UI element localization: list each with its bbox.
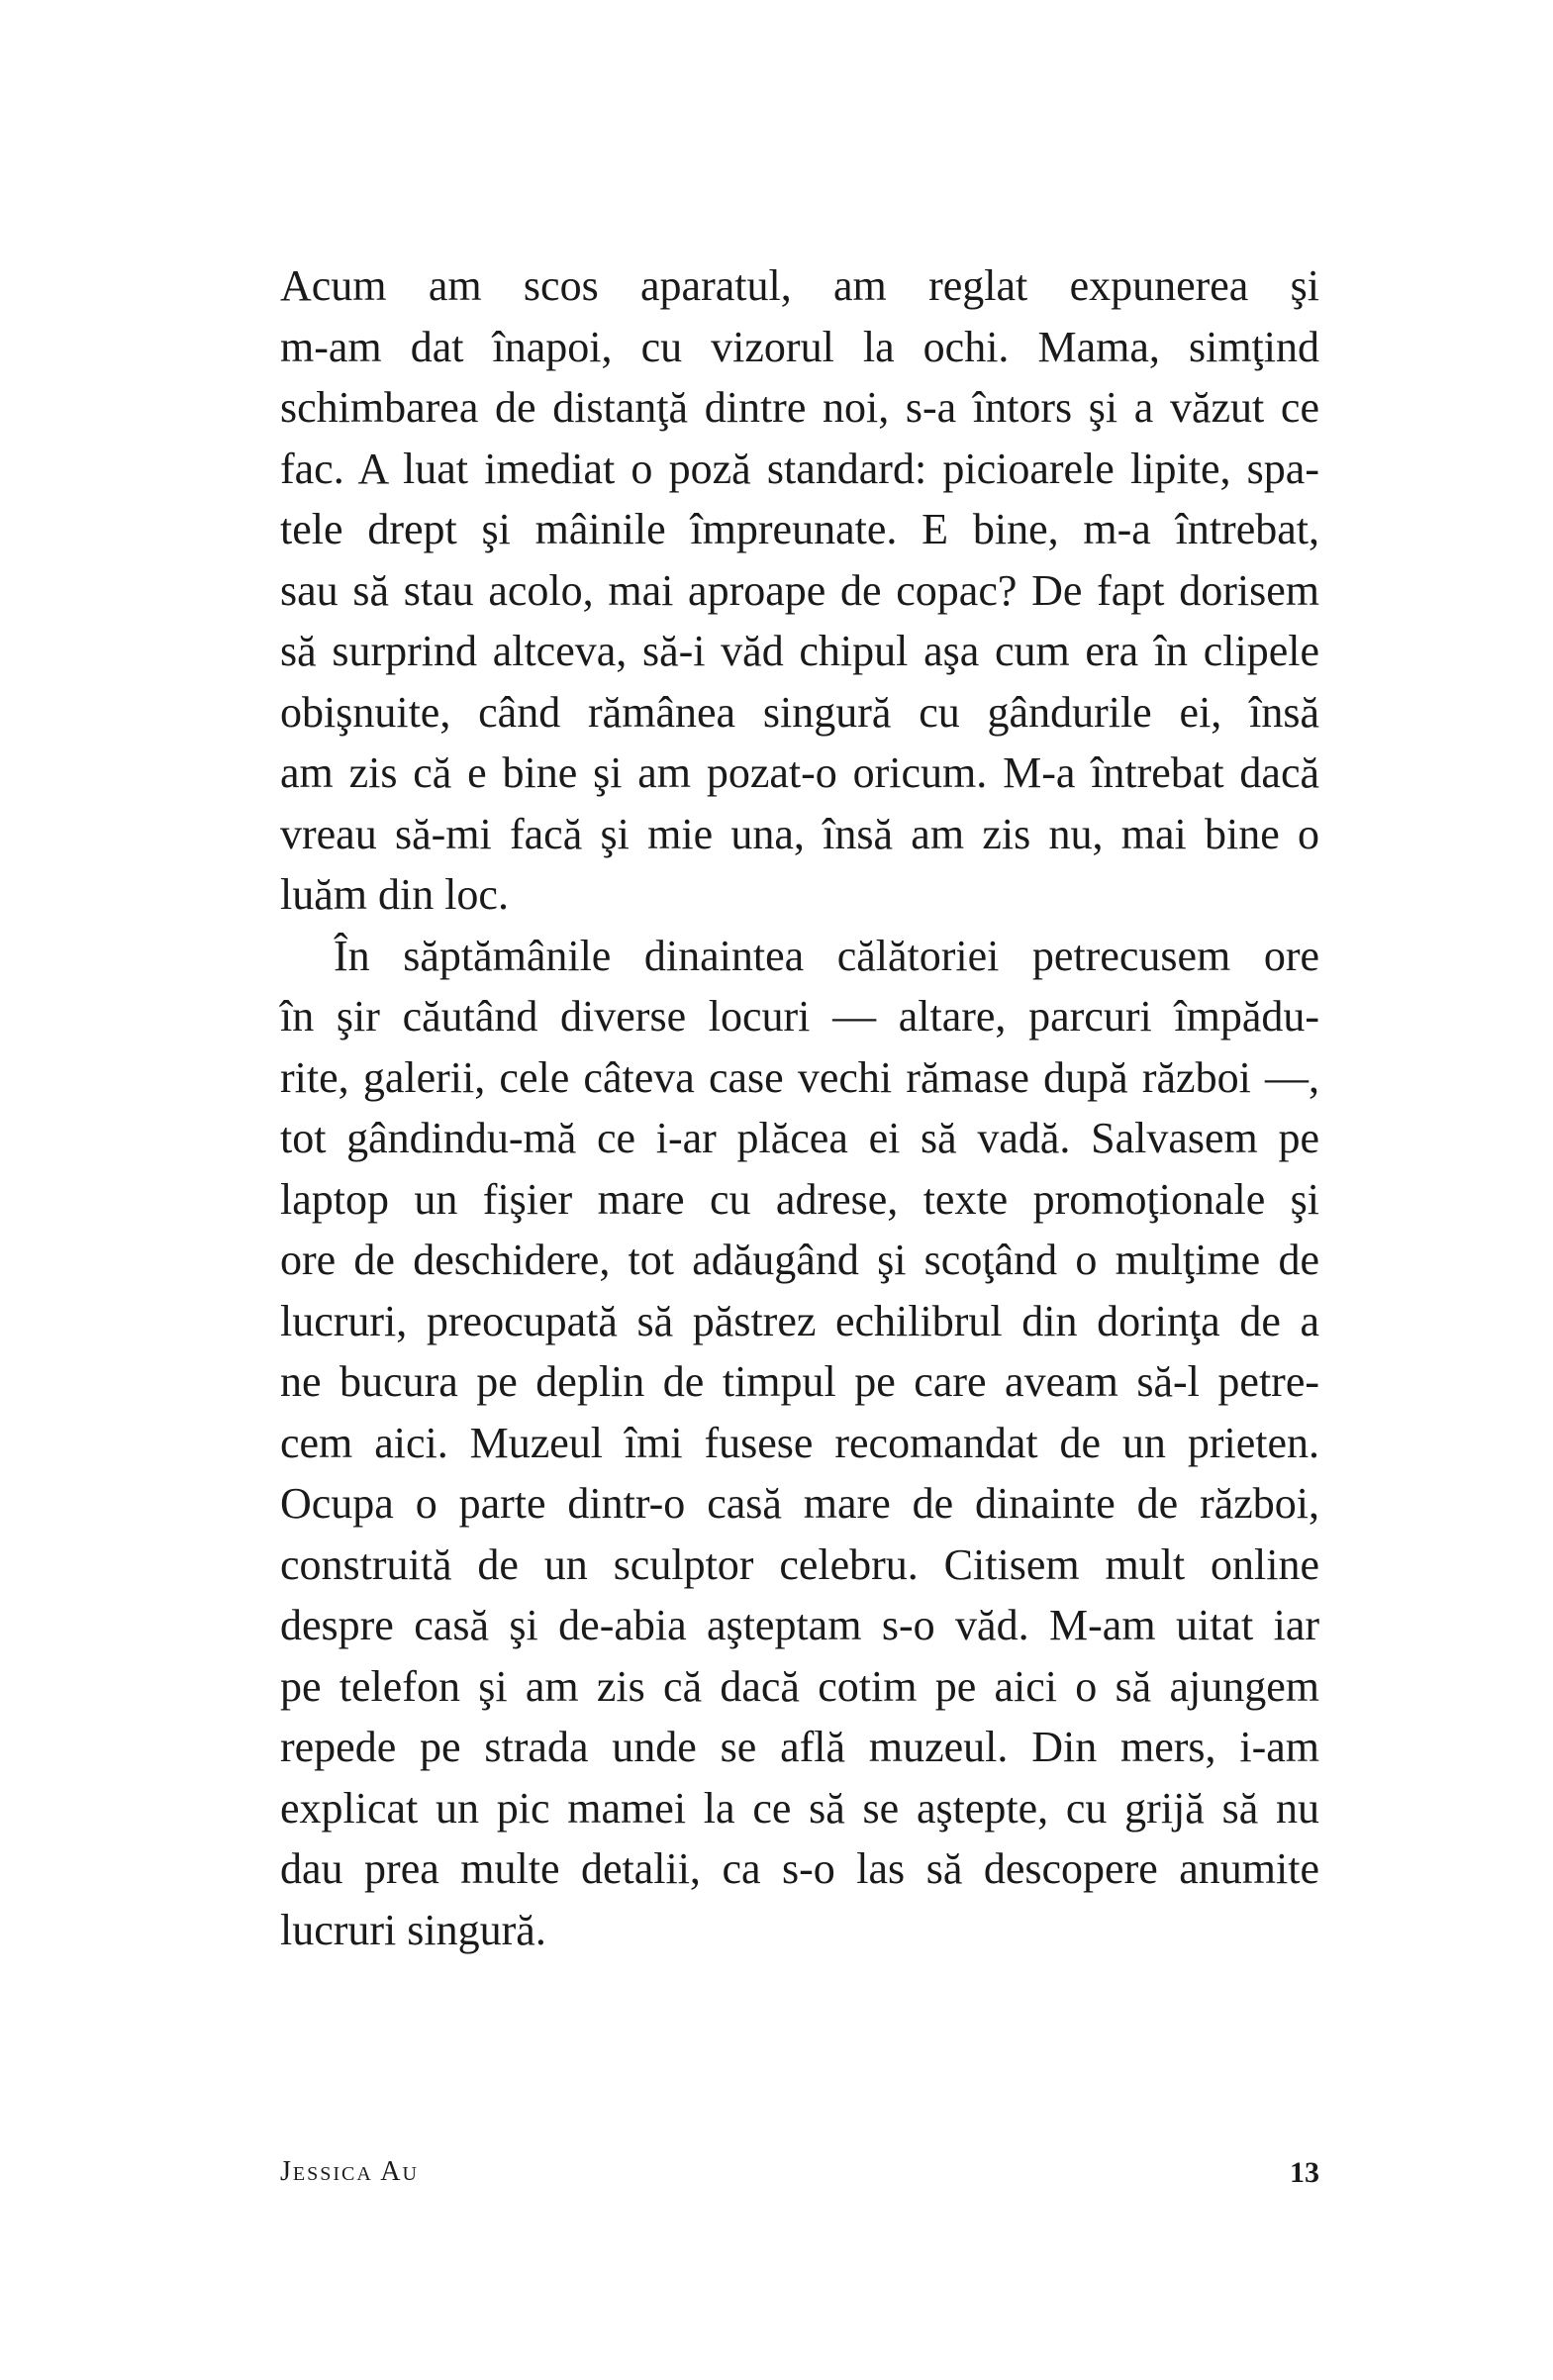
text-line: laptop un fişier mare cu adrese, texte promoţionale şi: [280, 1174, 1319, 1224]
paragraph: [280, 926, 1319, 1961]
text-line: Ocupa o parte dintr-o casă mare de dinainte de război,: [280, 1479, 1319, 1528]
text-line: tot gândindu-mă ce i-ar plăcea ei să vadă. Salvasem pe: [280, 1114, 1319, 1162]
text-line: ore de deschidere, tot adăugând şi scoţând o mulţime de: [280, 1236, 1319, 1284]
text-line: fac. A luat imediat o poză standard: picioarele lipite, spa-: [280, 444, 1319, 493]
text-line: În săptămânile dinaintea călătoriei petrecusem ore: [334, 931, 1319, 980]
text-line: despre casă şi de-abia aşteptam s-o văd. M-am uitat iar: [280, 1601, 1319, 1649]
text-line: tele drept şi mâinile împreunate. E bine, m-a întrebat,: [280, 505, 1319, 553]
text-line: obişnuite, când rămânea singură cu gândurile ei, însă: [280, 687, 1319, 737]
text-line: să surprind altceva, să-i văd chipul aşa cum era în clipele: [280, 627, 1319, 675]
text-line: am zis că e bine şi am pozat-o oricum. M-a întrebat dacă: [280, 748, 1319, 797]
text-line: dau prea multe detalii, ca s-o las să descopere anumite: [280, 1844, 1319, 1893]
text-line: m-am dat înapoi, cu vizorul la ochi. Mama, simţind: [280, 322, 1319, 371]
paragraph: [280, 255, 1319, 926]
text-line: vreau să-mi facă şi mie una, însă am zis nu, mai bine o: [280, 809, 1319, 858]
text-line: explicat un pic mamei la ce să se aştepte, cu grijă să nu: [280, 1783, 1319, 1833]
text-line: lucruri singură.: [280, 1905, 546, 1954]
footer-author: Jessica Au: [280, 2156, 419, 2187]
text-line: rite, galerii, cele câteva case vechi rămase după război —,: [280, 1052, 1319, 1102]
text-line: schimbarea de distanţă dintre noi, s-a întors şi a văzut ce: [280, 383, 1319, 432]
text-line: în şir căutând diverse locuri — altare, parcuri împădu-: [280, 992, 1319, 1041]
text-line: repede pe strada unde se află muzeul. Din mers, i-am: [280, 1723, 1319, 1771]
text-line: pe telefon şi am zis că dacă cotim pe aici o să ajungem: [280, 1661, 1319, 1711]
page-number: 13: [1290, 2156, 1319, 2189]
text-line: sau să stau acolo, mai aproape de copac? De fapt dorisem: [280, 565, 1319, 615]
body-text: [280, 255, 1319, 1960]
text-line: construită de un sculptor celebru. Citisem mult online: [280, 1539, 1319, 1589]
text-line: luăm din loc.: [280, 870, 509, 919]
text-line: cem aici. Muzeul îmi fusese recomandat de un prieten.: [280, 1418, 1319, 1467]
text-line: lucruri, preocupată să păstrez echilibrul din dorinţa de a: [280, 1296, 1319, 1345]
text-line: ne bucura pe deplin de timpul pe care aveam să-l petre-: [280, 1357, 1319, 1406]
text-line: Acum am scos aparatul, am reglat expunerea şi: [280, 261, 1319, 310]
page-footer: [280, 2156, 1319, 2196]
